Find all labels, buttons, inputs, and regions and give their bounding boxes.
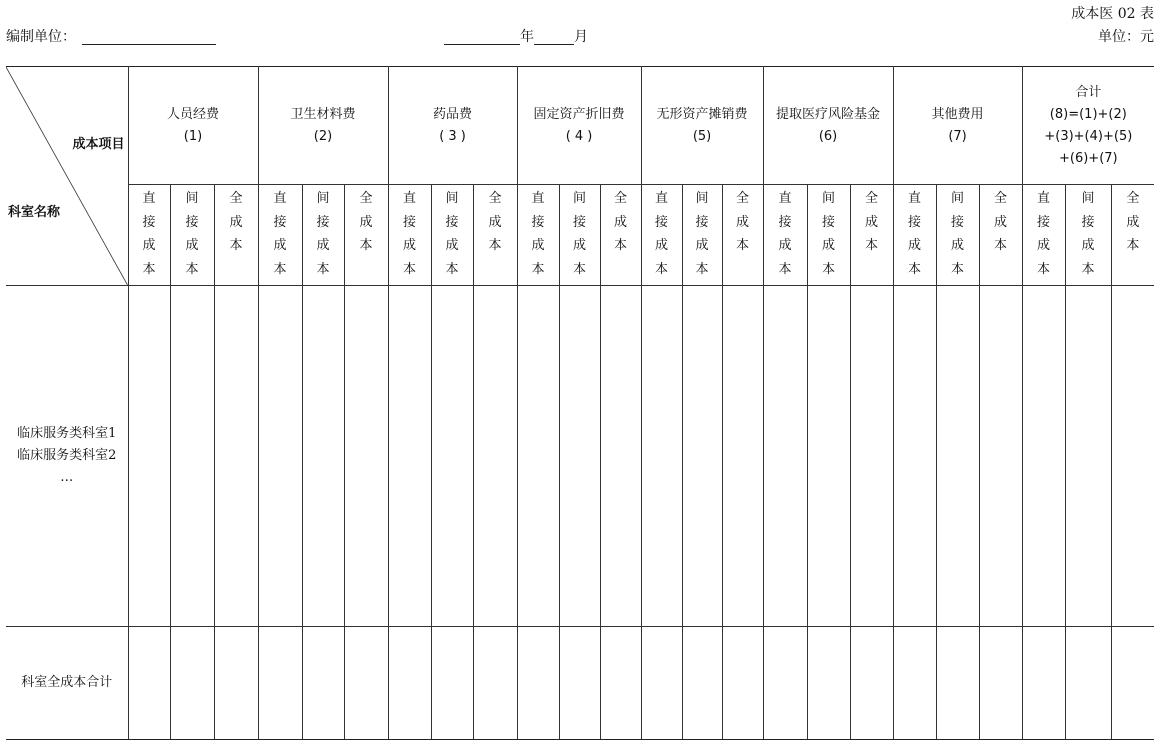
corner-dept-label: 科室名称 [8, 205, 61, 220]
sub-header-cell [979, 185, 1022, 286]
value-cell[interactable] [559, 286, 600, 627]
group-name: 其他费用 [931, 106, 984, 122]
sub-header-char: 成 [185, 238, 199, 253]
value-cell[interactable] [763, 286, 807, 627]
sub-header-cell [807, 185, 850, 286]
sub-header-char: 直 [142, 191, 156, 206]
group-code: ( 3 ) [439, 128, 466, 144]
dept-name: 临床服务类科室1 [17, 426, 117, 441]
sub-header-char: 直 [1037, 191, 1051, 206]
sub-header-char: 接 [908, 214, 922, 230]
group-header-7 [893, 67, 1022, 185]
total-value-cell[interactable] [682, 627, 722, 740]
total-value-cell[interactable] [559, 627, 600, 740]
group-header-total [1022, 67, 1154, 185]
total-value-cell[interactable] [473, 627, 517, 740]
group-code: (5) [692, 128, 712, 144]
formula-line: +(6)+(7) [1059, 150, 1118, 166]
total-value-cell[interactable] [170, 627, 214, 740]
group-name: 药品费 [433, 106, 473, 122]
sub-header-cell [1111, 185, 1154, 286]
value-cell[interactable] [258, 286, 302, 627]
total-value-cell[interactable] [600, 627, 641, 740]
sub-header-char: 本 [695, 261, 709, 277]
sub-header-char: 间 [951, 191, 965, 206]
sub-header-cell [388, 185, 431, 286]
sub-header-cell [170, 185, 214, 286]
group-name: 无形资产摊销费 [656, 106, 748, 122]
sub-header-char: 直 [655, 191, 669, 206]
sub-header-char: 本 [655, 261, 669, 277]
total-value-cell[interactable] [807, 627, 850, 740]
sub-header-char: 成 [273, 238, 287, 253]
group-name: 固定资产折旧费 [533, 106, 625, 122]
sub-header-char: 接 [273, 214, 287, 230]
sub-header-char: 本 [531, 261, 545, 277]
sub-header-char: 接 [655, 214, 669, 230]
sub-header-char: 本 [1037, 261, 1051, 277]
sub-header-char: 直 [403, 191, 417, 206]
total-value-cell[interactable] [641, 627, 682, 740]
total-value-cell[interactable] [128, 627, 170, 740]
sub-header-char: 本 [142, 261, 156, 277]
sub-header-char: 本 [316, 261, 330, 277]
value-cell[interactable] [893, 286, 936, 627]
corner-cell [6, 67, 128, 286]
value-cell[interactable] [850, 286, 893, 627]
sub-header-char: 成 [695, 238, 709, 253]
sub-header-char: 成 [822, 238, 836, 253]
value-cell[interactable] [302, 286, 344, 627]
formula-line: +(3)+(4)+(5) [1044, 128, 1133, 144]
sub-header-char: 间 [573, 191, 587, 206]
sub-header-char: 接 [778, 214, 792, 230]
sub-header-char: 成 [1126, 214, 1140, 230]
sub-header-cell [473, 185, 517, 286]
sub-header-cell [600, 185, 641, 286]
sub-header-cell [517, 185, 559, 286]
value-cell[interactable] [1022, 286, 1065, 627]
year-month-field [444, 29, 588, 45]
sub-header-char: 接 [316, 214, 330, 230]
value-cell[interactable] [170, 286, 214, 627]
sub-header-char: 接 [531, 214, 545, 230]
sub-header-char: 直 [908, 191, 922, 206]
value-cell[interactable] [807, 286, 850, 627]
sub-header-char: 成 [229, 214, 243, 230]
year-label: 年 [520, 29, 534, 45]
sub-header-char: 直 [273, 191, 287, 206]
sub-header-char: 成 [573, 238, 587, 253]
value-cell[interactable] [344, 286, 388, 627]
group-name: 人员经费 [166, 106, 219, 122]
group-code: (1) [183, 128, 203, 144]
sub-header-char: 全 [865, 191, 879, 206]
sub-header-cell [128, 185, 170, 286]
month-blank[interactable] [534, 30, 574, 45]
sub-header-char: 本 [778, 261, 792, 277]
sub-header-char: 接 [445, 214, 459, 230]
sub-header-char: 接 [403, 214, 417, 230]
sub-header-cell [936, 185, 979, 286]
sub-header-char: 本 [573, 261, 587, 277]
sub-header-char: 成 [736, 214, 750, 230]
value-cell[interactable] [1065, 286, 1111, 627]
sub-header-cell [682, 185, 722, 286]
year-blank[interactable] [444, 30, 520, 45]
sub-header-char: 本 [865, 238, 879, 253]
group-name: 卫生材料费 [290, 106, 356, 122]
sub-header-cell [850, 185, 893, 286]
sub-header-row [6, 185, 1154, 286]
sub-header-char: 接 [695, 214, 709, 230]
value-cell[interactable] [431, 286, 473, 627]
sub-header-char: 全 [614, 191, 628, 206]
group-name: 提取医疗风险基金 [776, 106, 881, 122]
group-name: 合计 [1075, 84, 1102, 100]
org-field [6, 29, 216, 45]
month-label: 月 [574, 29, 588, 45]
sub-header-char: 本 [359, 238, 373, 253]
total-value-cell[interactable] [302, 627, 344, 740]
value-cell[interactable] [1111, 286, 1154, 627]
sub-header-char: 本 [736, 238, 750, 253]
sub-header-char: 接 [1081, 214, 1095, 230]
org-label: 编制单位： [6, 29, 76, 45]
sub-header-cell [344, 185, 388, 286]
sub-header-char: 成 [403, 238, 417, 253]
sub-header-char: 全 [488, 191, 502, 206]
sub-header-char: 全 [229, 191, 243, 206]
sub-header-char: 成 [865, 214, 879, 230]
form-code: 成本医 02 表 [1071, 6, 1154, 22]
sub-header-char: 本 [273, 261, 287, 277]
sub-header-char: 成 [778, 238, 792, 253]
sub-header-char: 直 [531, 191, 545, 206]
group-header-5 [641, 67, 763, 185]
sub-header-char: 本 [908, 261, 922, 277]
sub-header-char: 间 [1081, 191, 1095, 206]
sub-header-char: 成 [531, 238, 545, 253]
dept-row [6, 286, 1154, 627]
sub-header-char: 全 [994, 191, 1008, 206]
sub-header-char: 本 [403, 261, 417, 277]
group-header-row [6, 67, 1154, 185]
sub-header-char: 成 [614, 214, 628, 230]
sub-header-char: 成 [908, 238, 922, 253]
sub-header-char: 直 [778, 191, 792, 206]
sub-header-char: 成 [316, 238, 330, 253]
value-cell[interactable] [641, 286, 682, 627]
total-value-cell[interactable] [344, 627, 388, 740]
value-cell[interactable] [722, 286, 763, 627]
value-cell[interactable] [473, 286, 517, 627]
group-header-2 [258, 67, 388, 185]
sub-header-char: 成 [951, 238, 965, 253]
total-row-label: 科室全成本合计 [6, 627, 128, 740]
sub-header-char: 成 [655, 238, 669, 253]
sub-header-cell [893, 185, 936, 286]
sub-header-char: 接 [951, 214, 965, 230]
value-cell[interactable] [600, 286, 641, 627]
sub-header-cell [559, 185, 600, 286]
sub-header-char: 接 [573, 214, 587, 230]
sub-header-char: 本 [445, 261, 459, 277]
group-code: (7) [948, 128, 967, 144]
sub-header-char: 成 [142, 238, 156, 253]
total-value-cell[interactable] [893, 627, 936, 740]
group-header-3 [388, 67, 517, 185]
sub-header-cell [641, 185, 682, 286]
total-value-cell[interactable] [1065, 627, 1111, 740]
group-code: (6) [818, 128, 838, 144]
sub-header-char: 成 [994, 214, 1008, 230]
sub-header-char: 全 [1126, 191, 1140, 206]
total-value-cell[interactable] [1111, 627, 1154, 740]
corner-item-label: 成本项目 [72, 137, 125, 152]
total-value-cell[interactable] [936, 627, 979, 740]
total-value-cell[interactable] [1022, 627, 1065, 740]
sub-header-char: 全 [359, 191, 373, 206]
value-cell[interactable] [936, 286, 979, 627]
sub-header-char: 本 [994, 238, 1008, 253]
sub-header-char: 间 [316, 191, 330, 206]
sub-header-char: 接 [822, 214, 836, 230]
sub-header-char: 成 [359, 214, 373, 230]
sub-header-cell [431, 185, 473, 286]
sub-header-cell [258, 185, 302, 286]
sub-header-char: 本 [229, 238, 243, 253]
sub-header-char: 成 [1081, 238, 1095, 253]
sub-header-char: 本 [614, 238, 628, 253]
total-value-cell[interactable] [722, 627, 763, 740]
org-blank[interactable] [82, 30, 216, 45]
sub-header-char: 成 [445, 238, 459, 253]
sub-header-char: 本 [1081, 261, 1095, 277]
sub-header-char: 本 [951, 261, 965, 277]
total-value-cell[interactable] [431, 627, 473, 740]
value-cell[interactable] [214, 286, 258, 627]
value-cell[interactable] [388, 286, 431, 627]
sub-header-char: 接 [185, 214, 199, 230]
cost-table [6, 66, 1154, 740]
group-header-1 [128, 67, 258, 185]
formula-line: (8)=(1)+(2) [1049, 106, 1127, 122]
total-value-cell[interactable] [517, 627, 559, 740]
sub-header-char: 间 [185, 191, 199, 206]
sub-header-char: 本 [1126, 238, 1140, 253]
group-code: (2) [313, 128, 333, 144]
sub-header-char: 成 [488, 214, 502, 230]
value-cell[interactable] [128, 286, 170, 627]
sub-header-char: 间 [822, 191, 836, 206]
group-code: ( 4 ) [565, 128, 593, 144]
sub-header-char: 间 [695, 191, 709, 206]
total-value-cell[interactable] [979, 627, 1022, 740]
sub-header-cell [763, 185, 807, 286]
total-value-cell[interactable] [258, 627, 302, 740]
total-value-cell[interactable] [850, 627, 893, 740]
dept-ellipsis: … [60, 470, 74, 485]
sub-header-cell [302, 185, 344, 286]
group-header-6 [763, 67, 893, 185]
group-header-4 [517, 67, 641, 185]
sub-header-cell [722, 185, 763, 286]
total-row [6, 627, 1154, 740]
dept-name: 临床服务类科室2 [17, 448, 117, 463]
value-cell[interactable] [979, 286, 1022, 627]
sub-header-char: 接 [142, 214, 156, 230]
unit-label: 单位：元 [1098, 29, 1154, 45]
sub-header-char: 接 [1037, 214, 1051, 230]
sub-header-cell [1022, 185, 1065, 286]
total-value-cell[interactable] [388, 627, 431, 740]
sub-header-char: 本 [488, 238, 502, 253]
sub-header-cell [1065, 185, 1111, 286]
total-value-cell[interactable] [214, 627, 258, 740]
sub-header-char: 间 [445, 191, 459, 206]
sub-header-char: 全 [736, 191, 750, 206]
sub-header-char: 本 [185, 261, 199, 277]
sub-header-char: 成 [1037, 238, 1051, 253]
value-cell[interactable] [517, 286, 559, 627]
total-value-cell[interactable] [763, 627, 807, 740]
dept-name-cell [6, 286, 128, 627]
sub-header-char: 本 [822, 261, 836, 277]
diagonal-line [6, 67, 128, 285]
sub-header-cell [214, 185, 258, 286]
value-cell[interactable] [682, 286, 722, 627]
